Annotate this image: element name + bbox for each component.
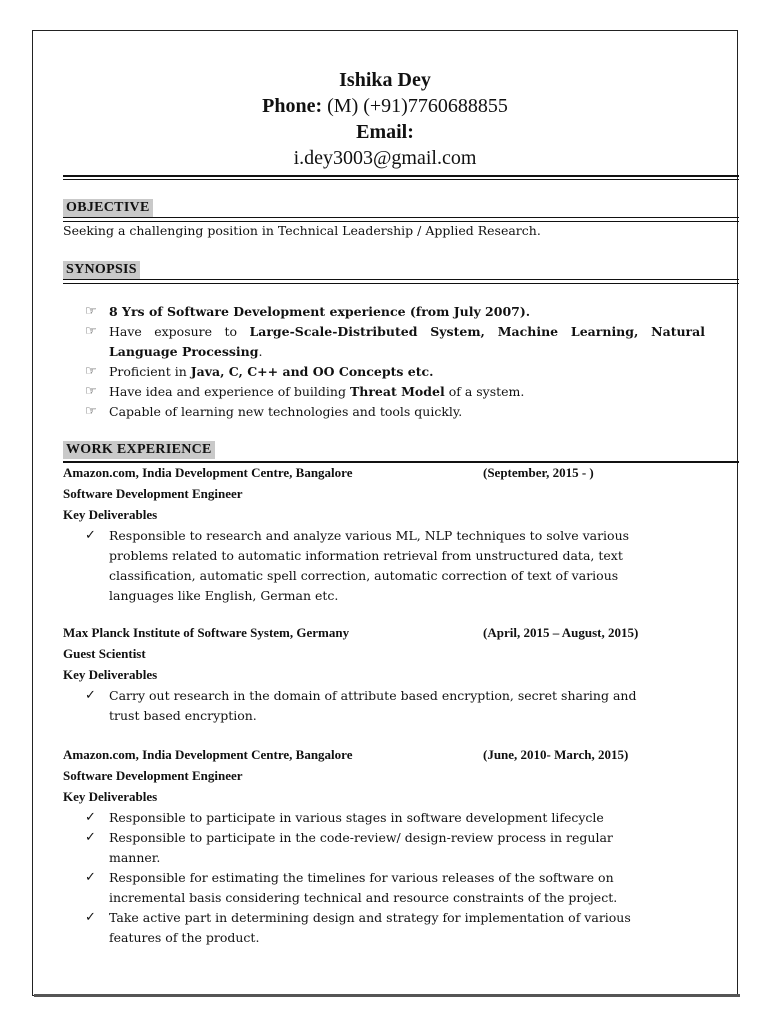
header-divider xyxy=(63,175,739,177)
deliverable-line: Carry out research in the domain of attribute based encryption, secret sharing and xyxy=(109,688,637,703)
synopsis-rule xyxy=(63,279,739,284)
key-deliverables-label: Key Deliverables xyxy=(63,789,158,804)
deliverable-line: manner. xyxy=(109,850,161,865)
deliverable-line: Responsible to participate in the code-review/ design-review process in regular xyxy=(109,830,613,845)
deliverable-line: problems related to automatic information retrieval from unstructured data, text xyxy=(109,548,623,563)
job-title: Guest Scientist xyxy=(63,646,146,661)
synopsis-item-text: Have idea and experience of building xyxy=(109,384,350,399)
deliverable-line: incremental basis considering technical and resource constraints of the project. xyxy=(109,890,618,905)
job-dates: (September, 2015 - ) xyxy=(483,465,594,480)
job-title: Software Development Engineer xyxy=(63,486,243,501)
page-shadow xyxy=(34,994,740,997)
deliverable-item xyxy=(85,686,705,726)
synopsis-item-text: Have exposure to xyxy=(109,324,250,339)
deliverable-line: classification, automatic spell correction, automatic correction of text of various xyxy=(109,568,619,583)
job-dates: (June, 2010- March, 2015) xyxy=(483,747,629,762)
pointing-hand-icon: ☞ xyxy=(85,404,97,419)
phone-value: (M) (+91)7760688855 xyxy=(327,95,508,117)
pointing-hand-icon: ☞ xyxy=(85,384,97,399)
checkmark-icon: ✓ xyxy=(85,810,96,825)
deliverable-item xyxy=(85,828,705,868)
key-deliverables-label: Key Deliverables xyxy=(63,507,158,522)
deliverables-list xyxy=(85,808,705,948)
pointing-hand-icon: ☞ xyxy=(85,364,97,379)
synopsis-item xyxy=(85,362,705,382)
deliverable-item xyxy=(85,808,705,828)
phone-line xyxy=(33,93,737,119)
email-label-line xyxy=(33,119,737,145)
deliverable-line: Responsible to participate in various stages in software development lifecycle xyxy=(109,810,604,825)
synopsis-item xyxy=(85,382,705,402)
deliverable-line: Take active part in determining design and strategy for implementation of various xyxy=(109,910,631,925)
key-deliverables-label: Key Deliverables xyxy=(63,667,158,682)
deliverable-line: languages like English, German etc. xyxy=(109,588,339,603)
email-label: Email: xyxy=(356,121,414,143)
deliverable-item xyxy=(85,526,705,606)
checkmark-icon: ✓ xyxy=(85,870,96,885)
deliverable-line: features of the product. xyxy=(109,930,260,945)
deliverable-item xyxy=(85,908,705,948)
deliverable-line: trust based encryption. xyxy=(109,708,257,723)
synopsis-item-text: etc. xyxy=(403,364,434,379)
synopsis-item-text: 8 Yrs of Software Development experience (from July 2007). xyxy=(109,304,531,319)
resume-header xyxy=(33,67,737,171)
deliverable-line: Responsible for estimating the timelines for various releases of the software on xyxy=(109,870,614,885)
pointing-hand-icon: ☞ xyxy=(85,304,97,319)
synopsis-item-text: of a system. xyxy=(444,384,525,399)
job-company: Amazon.com, India Development Centre, Bangalore xyxy=(63,747,353,762)
synopsis-heading: SYNOPSIS xyxy=(63,261,140,279)
deliverable-line: Responsible to research and analyze various ML, NLP techniques to solve various xyxy=(109,528,630,543)
synopsis-item-text: Large-Scale-Distributed System, Machine Learning, Natural Language Processing xyxy=(109,324,705,359)
deliverables-list xyxy=(85,686,705,726)
job-company: Amazon.com, India Development Centre, Bangalore xyxy=(63,465,353,480)
synopsis-item-text: . xyxy=(258,344,263,359)
synopsis-item xyxy=(85,322,705,362)
checkmark-icon: ✓ xyxy=(85,688,96,703)
candidate-name: Ishika Dey xyxy=(339,69,431,91)
work-experience-heading: WORK EXPERIENCE xyxy=(63,441,215,459)
job-company: Max Planck Institute of Software System, Germany xyxy=(63,625,350,640)
checkmark-icon: ✓ xyxy=(85,830,96,845)
synopsis-item xyxy=(85,302,705,322)
objective-text: Seeking a challenging position in Technical Leadership / Applied Research. xyxy=(63,223,541,238)
deliverables-list xyxy=(85,526,705,606)
synopsis-item xyxy=(85,402,705,422)
email-value: i.dey3003@gmail.com xyxy=(293,147,477,169)
objective-heading: OBJECTIVE xyxy=(63,199,153,217)
job-dates: (April, 2015 – August, 2015) xyxy=(483,625,639,640)
synopsis-item-text: Proficient in xyxy=(109,364,191,379)
job-title: Software Development Engineer xyxy=(63,768,243,783)
checkmark-icon: ✓ xyxy=(85,528,96,543)
checkmark-icon: ✓ xyxy=(85,910,96,925)
synopsis-item-text: Threat Model xyxy=(349,384,445,399)
deliverable-item xyxy=(85,868,705,908)
header-divider-thin xyxy=(63,179,739,180)
resume-page xyxy=(32,30,738,996)
pointing-hand-icon: ☞ xyxy=(85,324,97,339)
synopsis-list xyxy=(85,302,705,422)
synopsis-item-text: Capable of learning new technologies and tools quickly. xyxy=(109,404,463,419)
synopsis-item-text: Java, C, C++ and OO Concepts xyxy=(190,364,404,379)
phone-label: Phone: xyxy=(262,95,323,117)
